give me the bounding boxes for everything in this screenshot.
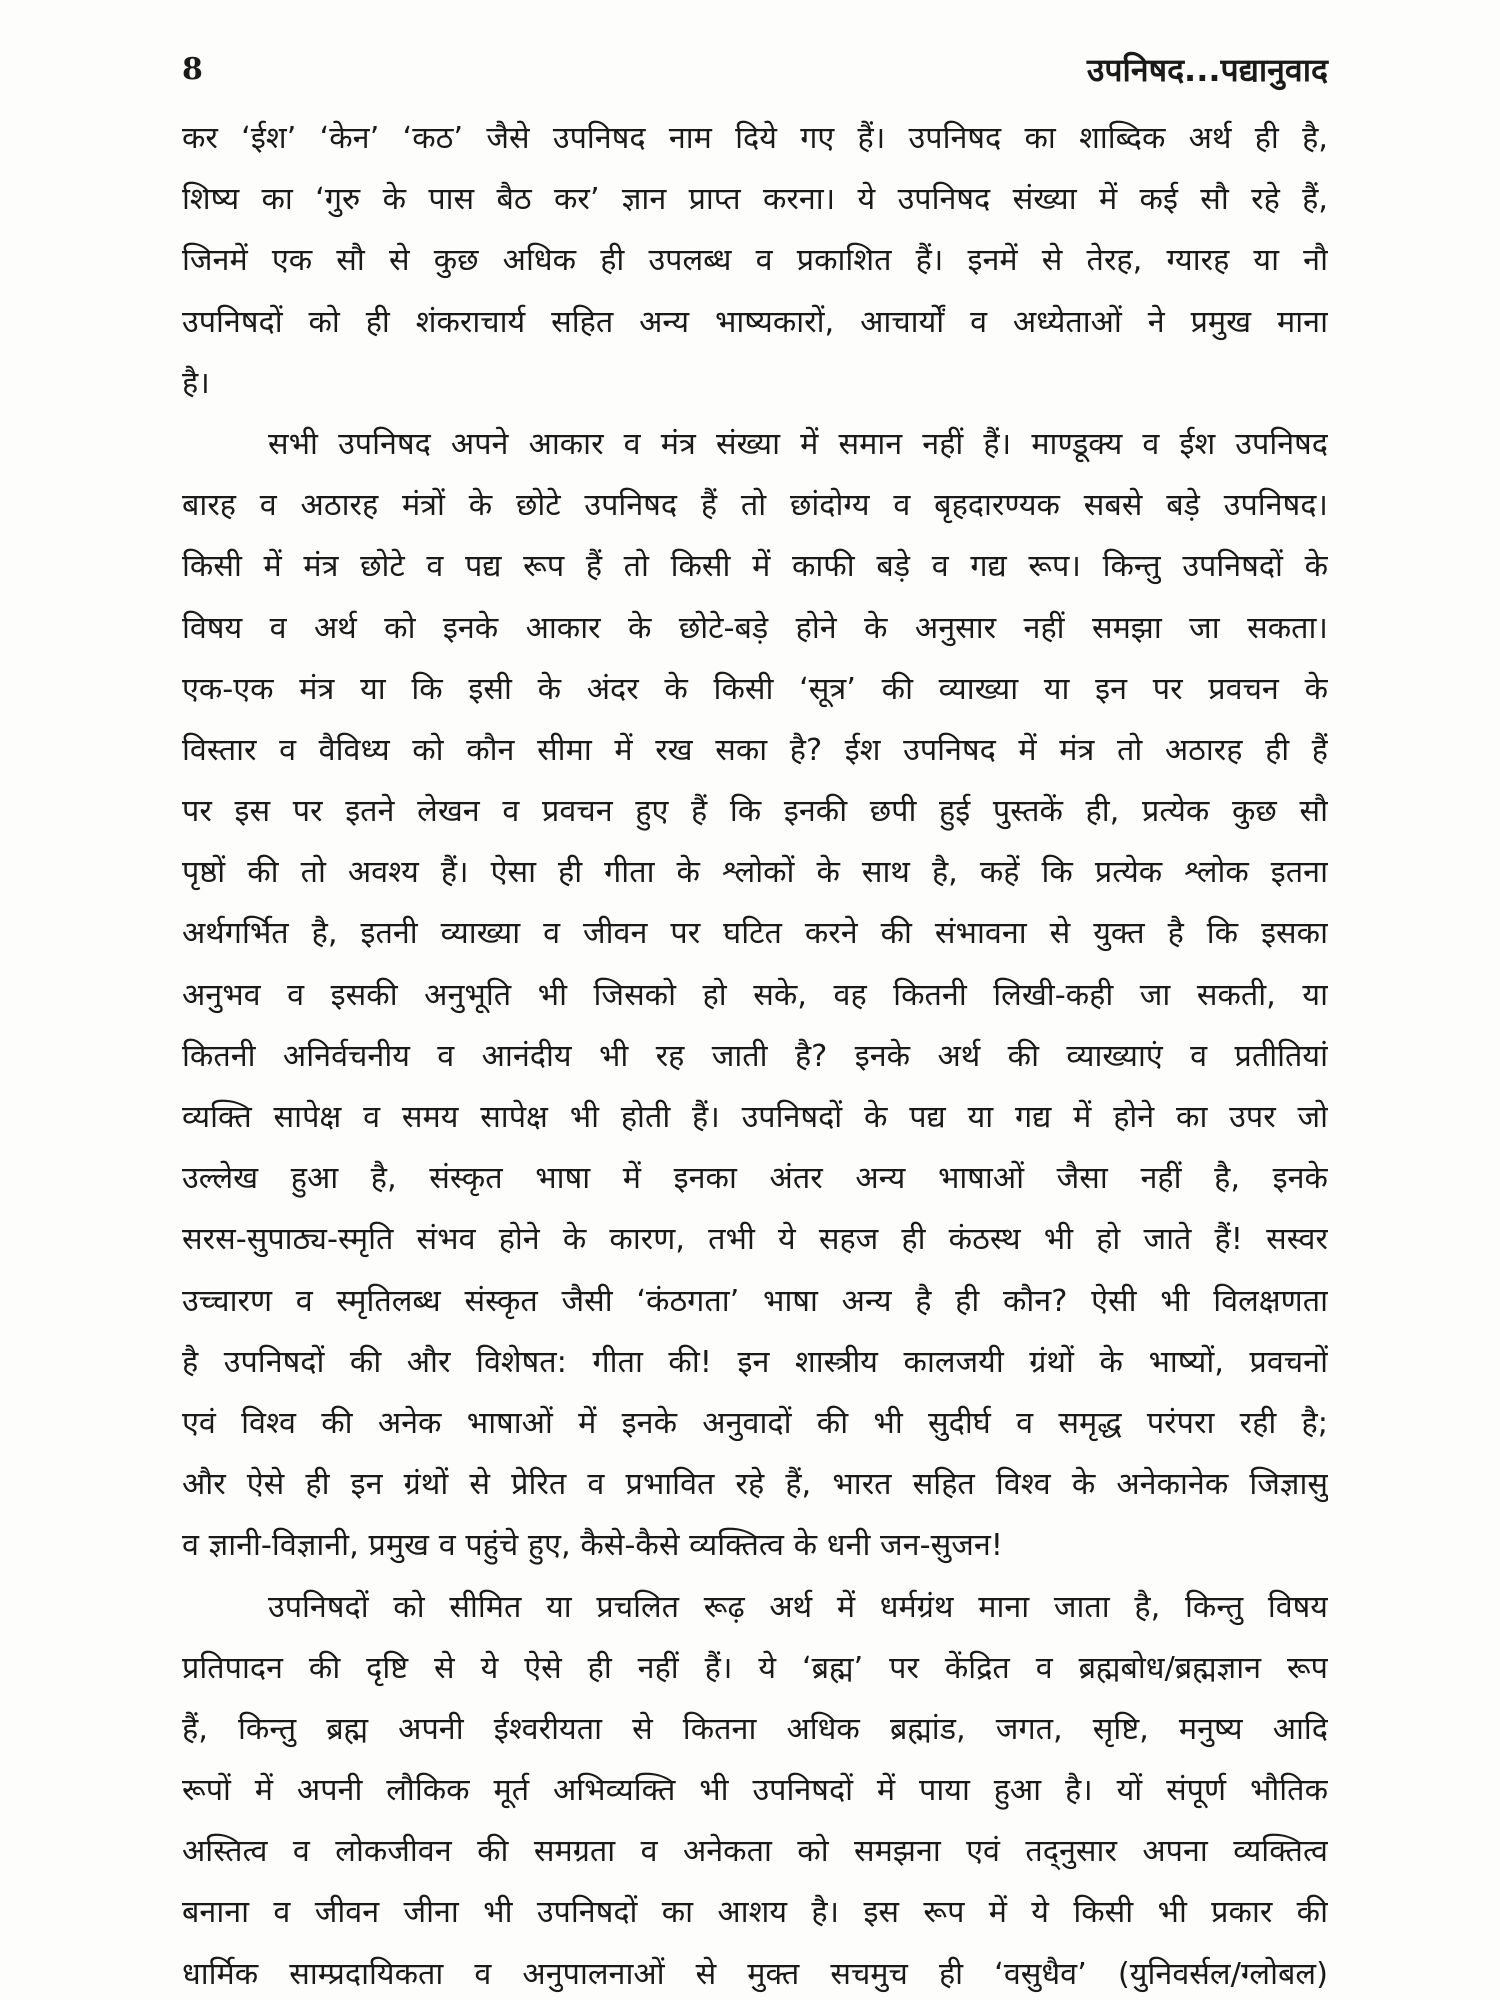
text-line: पर इस पर इतने लेखन व प्रवचन हुए हैं कि इनकी छपी हुई पुस्तकें ही, प्रत्येक कुछ सौ [182,794,1328,830]
text-line: पृष्ठों की तो अवश्य हैं। ऐसा ही गीता के श्लोकों के साथ है, कहें कि प्रत्येक श्लोक इतना [182,855,1328,891]
text-line: उच्चारण व स्मृतिलब्ध संस्कृत जैसी ‘कंठगता’ भाषा अन्य है ही कौन? ऐसी भी विलक्षणता [182,1283,1328,1319]
text-line: कितनी अनिर्वचनीय व आनंदीय भी रह जाती है? इनके अर्थ की व्याख्याएं व प्रतीतियां [182,1038,1328,1074]
text-line: उपनिषदों को ही शंकराचार्य सहित अन्य भाष्यकारों, आचार्यों व अध्येताओं ने प्रमुख माना [182,304,1328,340]
text-line: रूपों में अपनी लौकिक मूर्त अभिव्यक्ति भी उपनिषदों में पाया हुआ है। यों संपूर्ण भौतिक [182,1773,1328,1809]
text-line: विस्तार व वैविध्य को कौन सीमा में रख सका है? ईश उपनिषद में मंत्र तो अठारह ही हैं [182,732,1328,768]
text-line: एक-एक मंत्र या कि इसी के अंदर के किसी ‘सूत्र’ की व्याख्या या इन पर प्रवचन के [182,671,1328,707]
text-line: शिष्य का ‘गुरु के पास बैठ कर’ ज्ञान प्राप्त करना। ये उपनिषद संख्या में कई सौ रहे हैं, [182,182,1328,218]
text-line: और ऐसे ही इन ग्रंथों से प्रेरित व प्रभावित रहे हैं, भारत सहित विश्व के अनेकानेक जिज्ञासु [182,1467,1328,1503]
text-line: प्रतिपादन की दृष्टि से ये ऐसे ही नहीं हैं। ये ‘ब्रह्म’ पर केंद्रित व ब्रह्मबोध/ब्रह्मज्ञान रूप [182,1650,1328,1686]
text-line: सरस-सुपाठ्य-स्मृति संभव होने के कारण, तभी ये सहज ही कंठस्थ भी हो जाते हैं! सस्वर [182,1222,1328,1258]
text-line: हैं, किन्तु ब्रह्म अपनी ईश्वरीयता से कितना अधिक ब्रह्मांड, जगत, सृष्टि, मनुष्य आदि [182,1711,1328,1747]
text-line: व ज्ञानी-विज्ञानी, प्रमुख व पहुंचे हुए, कैसे-कैसे व्यक्तित्व के धनी जन-सुजन! [182,1528,1004,1564]
text-line: किसी में मंत्र छोटे व पद्य रूप हैं तो किसी में काफी बड़े व गद्य रूप। किन्तु उपनिषदों के [182,549,1328,585]
text-line: उल्लेख हुआ है, संस्कृत भाषा में इनका अंतर अन्य भाषाओं जैसा नहीं है, इनके [182,1161,1328,1197]
text-line: है उपनिषदों की और विशेषत: गीता की! इन शास्त्रीय कालजयी ग्रंथों के भाष्यों, प्रवचनों [182,1344,1328,1380]
page-header [178,40,1328,100]
text-line: धार्मिक साम्प्रदायिकता व अनुपालनाओं से मुक्त सचमुच ही ‘वसुधैव’ (युनिवर्सल/ग्लोबल) [182,1956,1328,1992]
body-text [182,108,1328,2005]
text-line: एवं विश्व की अनेक भाषाओं में इनके अनुवादों की भी सुदीर्घ व समृद्ध परंपरा रही है; [182,1405,1328,1441]
text-line: बारह व अठारह मंत्रों के छोटे उपनिषद हैं तो छांदोग्य व बृहदारण्यक सबसे बड़े उपनिषद। [182,488,1328,524]
text-line: विषय व अर्थ को इनके आकार के छोटे-बड़े होने के अनुसार नहीं समझा जा सकता। [182,610,1328,646]
text-line: व्यक्ति सापेक्ष व समय सापेक्ष भी होती हैं। उपनिषदों के पद्य या गद्य में होने का उपर जो [182,1100,1328,1135]
page-number: 8 [182,52,203,87]
paragraph-first-line: सभी उपनिषद अपने आकार व मंत्र संख्या में समान नहीं हैं। माण्डूक्य व ईश उपनिषद [268,426,1328,462]
paragraph-first-line: उपनिषदों को सीमित या प्रचलित रूढ़ अर्थ में धर्मग्रंथ माना जाता है, किन्तु विषय [268,1589,1328,1625]
text-line: है। [182,365,210,401]
text-line: अर्थगर्भित है, इतनी व्याख्या व जीवन पर घटित करने की संभावना से युक्त है कि इसका [182,916,1328,952]
running-title: उपनिषद...पद्यानुवाद [1086,51,1328,89]
text-line: जिनमें एक सौ से कुछ अधिक ही उपलब्ध व प्रकाशित हैं। इनमें से तेरह, ग्यारह या नौ [182,243,1328,279]
text-line: कर ‘ईश’ ‘केन’ ‘कठ’ जैसे उपनिषद नाम दिये गए हैं। उपनिषद का शाब्दिक अर्थ ही है, [182,121,1328,156]
text-line: बनाना व जीवन जीना भी उपनिषदों का आशय है। इस रूप में ये किसी भी प्रकार की [182,1895,1328,1931]
text-line: अस्तित्व व लोकजीवन की समग्रता व अनेकता को समझना एवं तद्नुसार अपना व्यक्तित्व [182,1834,1328,1870]
text-line: अनुभव व इसकी अनुभूति भी जिसको हो सके, वह कितनी लिखी-कही जा सकती, या [182,977,1328,1013]
